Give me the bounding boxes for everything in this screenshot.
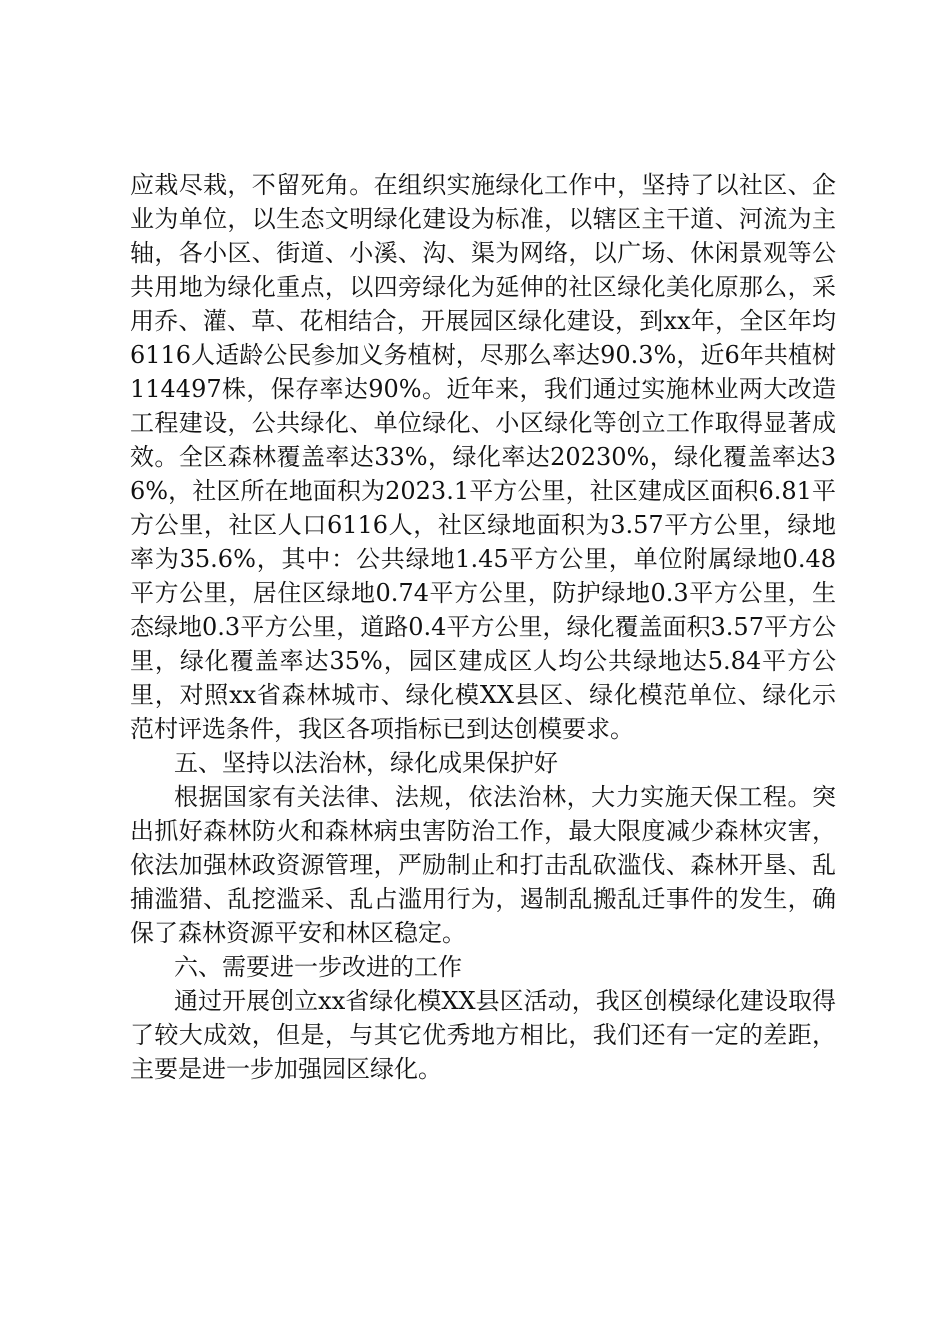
section-heading-improvements: 六、需要进一步改进的工作 [174,953,462,981]
paragraph-forest-protection: 根据国家有关法律、法规，依法治林，大力实施天保工程。突出抓好森林防火和森林病虫害防治工作，最大限度减少森林灾害，依法加强林政资源管理，严励制止和打击乱砍滥伐、森林开垦、乱捕滥猎、乱挖滥采、乱占滥用行为，遏制乱搬乱迁事件的发生，确保了森林资源平安和林区稳定。 [130,783,836,947]
section-heading-rule-of-law: 五、坚持以法治林，绿化成果保护好 [174,749,558,777]
paragraph-greening-statistics: 应栽尽栽，不留死角。在组织实施绿化工作中，坚持了以社区、企业为单位，以生态文明绿化建设为标准，以辖区主干道、河流为主轴，各小区、街道、小溪、沟、渠为网络，以广场、休闲景观等公共用地为绿化重点，以四旁绿化为延伸的社区绿化美化原那么，采用乔、灌、草、花相结合，开展园区绿化建设，到xx年，全区年均6116人适龄公民参加义务植树，尽那么率达90.3%，近6年共植树114497株，保存率达90%。近年来，我们通过实施林业两大改造工程建设，公共绿化、单位绿化、小区绿化等创立工作取得显著成效。全区森林覆盖率达33%，绿化率达20230%，绿化覆盖率达36%，社区所在地面积为2023.1平方公里，社区建成区面积6.81平方公里，社区人口6116人，社区绿地面积为3.57平方公里，绿地率为35.6%，其中：公共绿地1.45平方公里，单位附属绿地0.48平方公里，居住区绿地0.74平方公里，防护绿地0.3平方公里，生态绿地0.3平方公里，道路0.4平方公里，绿化覆盖面积3.57平方公里，绿化覆盖率达35%，园区建成区人均公共绿地达5.84平方公里，对照xx省森林城市、绿化模XX县区、绿化模范单位、绿化示范村评选条件，我区各项指标已到达创模要求。 [130,171,836,743]
paragraph-improvements: 通过开展创立xx省绿化模XX县区活动，我区创模绿化建设取得了较大成效，但是，与其它优秀地方相比，我们还有一定的差距，主要是进一步加强园区绿化。 [130,987,836,1083]
document-body [130,168,836,1086]
